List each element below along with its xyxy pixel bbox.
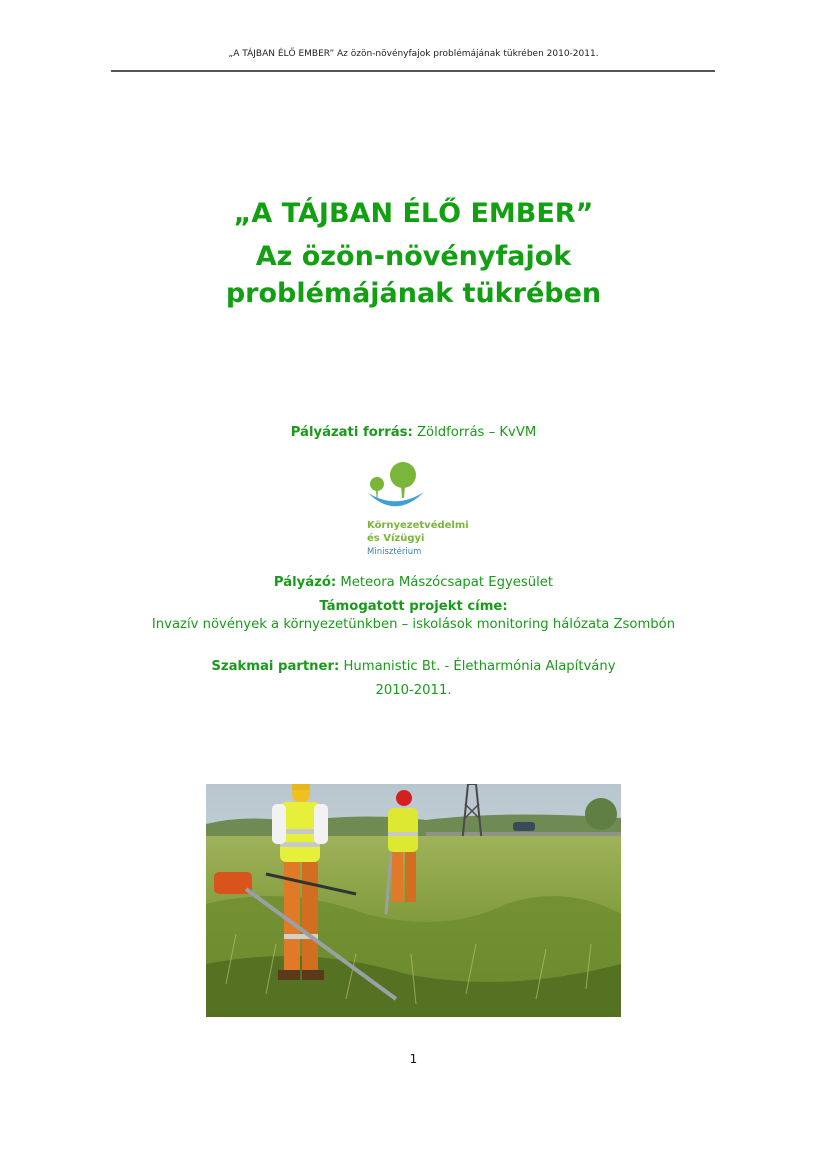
- title-line-3: problémájának tükrében: [225, 278, 602, 309]
- funding-value: Zöldforrás – KvVM: [417, 425, 537, 440]
- partner-value: Humanistic Bt. - Életharmónia Alapítvány: [343, 659, 616, 674]
- funding-label: Pályázati forrás:: [290, 425, 413, 440]
- tree-logo-icon: [360, 460, 472, 520]
- project-title-value: Invazív növények a környezetünkben – iskolások monitoring hálózata Zsombón: [151, 617, 676, 632]
- project-label: Támogatott projekt címe:: [319, 599, 508, 614]
- project-title-label: [0, 599, 827, 614]
- years: 2010-2011.: [375, 683, 452, 698]
- logo-line-1: Környezetvédelmi: [367, 520, 469, 531]
- applicant-value: Meteora Mászócsapat Egyesület: [340, 575, 554, 590]
- workers-mowing-photo: [206, 784, 621, 1017]
- applicant-label: Pályázó:: [273, 575, 337, 590]
- applicant-line: [0, 575, 827, 590]
- ministry-logo: [360, 460, 472, 560]
- running-header: „A TÁJBAN ÉLŐ EMBER” Az özön-növényfajok problémájának tükrében 2010-2011.: [228, 49, 599, 59]
- page-number: 1: [409, 1052, 418, 1066]
- photo-illustration: [206, 784, 621, 1017]
- partner-line: [0, 659, 827, 674]
- title-line-1: „A TÁJBAN ÉLŐ EMBER”: [233, 198, 594, 229]
- header-divider: [111, 70, 715, 72]
- logo-line-3: Minisztérium: [367, 547, 422, 557]
- funding-line: [0, 425, 827, 440]
- partner-label: Szakmai partner:: [211, 659, 340, 674]
- title-line-2: Az özön-növényfajok: [255, 241, 572, 272]
- document-title: [0, 196, 827, 312]
- logo-line-2: és Vízügyi: [367, 533, 425, 544]
